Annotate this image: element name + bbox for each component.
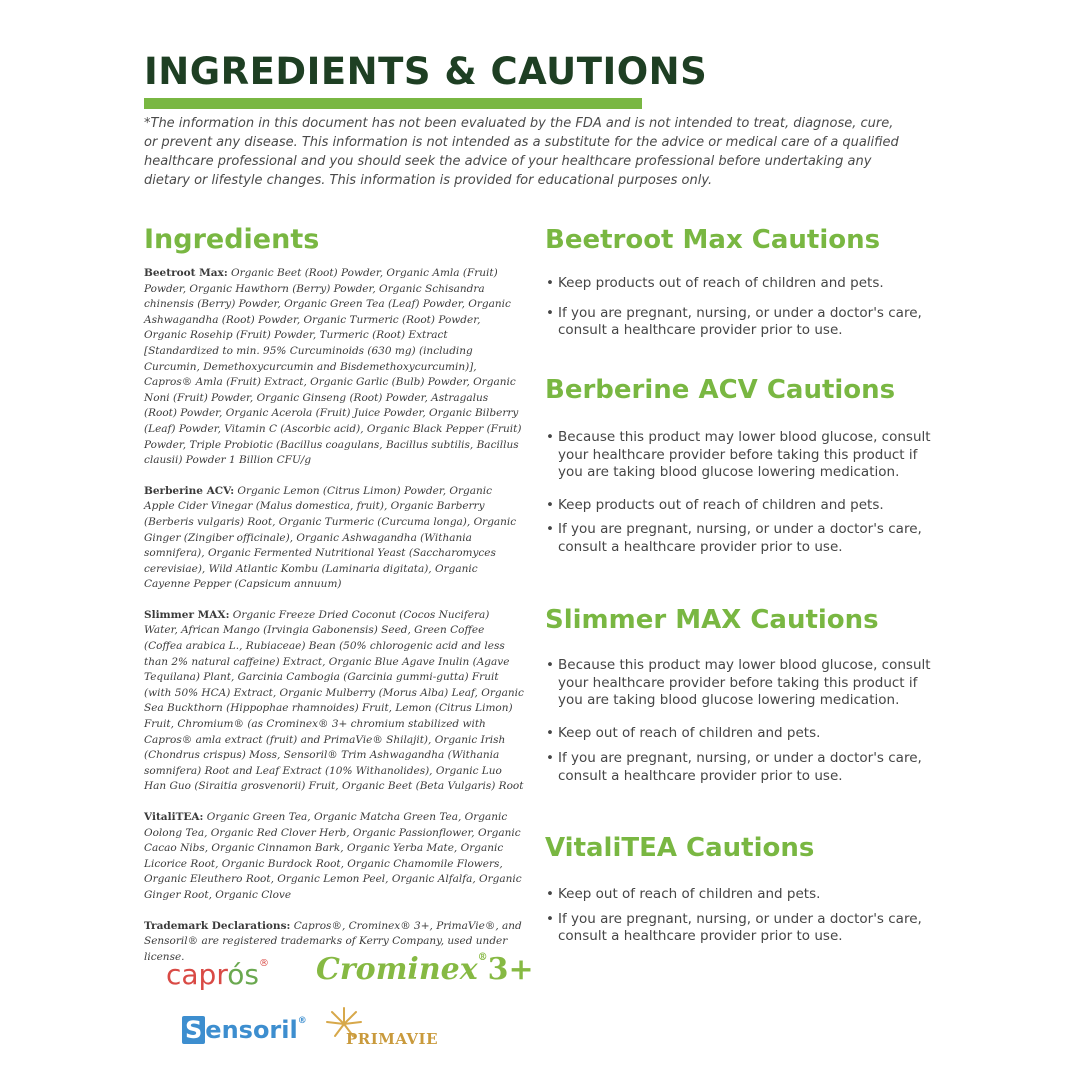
caution-section-slimmer-max (545, 602, 945, 785)
ingredient-name: Slimmer MAX: (144, 608, 230, 621)
caution-list (545, 275, 945, 340)
ingredient-text: Organic Freeze Dried Coconut (Cocos Nucifera) Water, African Mango (Irvingia Gabonensis) Seed, Green Coffee (Coffea arabica L., Rubiaceae) Bean (50% chlorogenic acid and less than 2% natural caffeine) Extract, Organic Blue Agave Inulin (Agave Tequilana) Plant, Garcinia Cambogia (Garcinia gummi-gutta) Fruit (with 50% HCA) Extract, Organic Mulberry (Morus Alba) Leaf, Organic Sea Buckthorn (Hippophae rhamnoides) Fruit, Lemon (Citrus Limon) Fruit, Chromium® (as Crominex® 3+ chromium stabilized with Capros® amla extract (fruit) and PrimaVie® Shilajit), Organic Irish (Chondrus crispus) Moss, Sensoril® Trim Ashwagandha (Withania somnifera) Root and Leaf Extract (10% Withanolides), Organic Luo Han Guo (Siraitia grosvenorii) Fruit, Organic Beet (Beta Vulgaris) Root (144, 608, 524, 793)
ingredient-entry-vitalitea (144, 810, 524, 904)
crominex-logo (316, 952, 534, 987)
ingredient-entry-beetroot-max (144, 266, 524, 469)
fda-disclaimer: *The information in this document has not been evaluated by the FDA and is not intended to treat, diagnose, cure, or prevent any disease. This information is not intended as a substitute for the advice or medical care of a qualified healthcare professional and you should seek the advice of your healthcare professional before undertaking any dietary or lifestyle changes. This information is provided for educational purposes only. (144, 116, 899, 188)
ingredients-heading: Ingredients (144, 224, 320, 255)
crominex-logo-text: Crominex (316, 952, 478, 987)
page-title: INGREDIENTS & CAUTIONS (144, 50, 708, 93)
sensoril-logo-initial: S (182, 1016, 205, 1044)
ingredient-text: Organic Lemon (Citrus Limon) Powder, Organic Apple Cider Vinegar (Malus domestica, fruit), Organic Barberry (Berberis vulgaris) Root, Organic Turmeric (Curcuma longa), Organic Ginger (Zingiber officinale), Organic Ashwagandha (Withania somnifera), Organic Fermented Nutritional Yeast (Saccharomyces cerevisiae), Wild Atlantic Kombu (Laminaria digitata), Organic Cayenne Pepper (Capsicum annuum) (144, 484, 517, 591)
caution-item: • Keep products out of reach of children and pets. (545, 497, 945, 515)
caution-item: • If you are pregnant, nursing, or under a doctor's care, consult a healthcare provider prior to use. (545, 911, 945, 946)
ingredient-entry-berberine-acv (144, 484, 524, 593)
caution-heading: Beetroot Max Cautions (545, 225, 881, 255)
capros-logo-text: capr (166, 958, 228, 991)
ingredient-name: Trademark Declarations: (144, 919, 291, 932)
caution-list (545, 886, 945, 946)
caution-item: • If you are pregnant, nursing, or under a doctor's care, consult a healthcare provider prior to use. (545, 521, 945, 556)
ingredient-name: Beetroot Max: (144, 267, 228, 279)
caution-heading: Slimmer MAX Cautions (545, 605, 879, 635)
caution-section-vitalitea (545, 830, 945, 946)
caution-item: • Keep products out of reach of children and pets. (545, 275, 945, 293)
trademark-logos (166, 950, 534, 1060)
sensoril-logo (182, 1016, 307, 1044)
caution-item: • Because this product may lower blood glucose, consult your healthcare provider before taking this product if you are taking blood glucose lowering medication. (545, 429, 945, 482)
crominex-logo-suffix: 3+ (487, 952, 534, 987)
capros-registered-mark: ® (258, 958, 269, 969)
caution-heading: Berberine ACV Cautions (545, 375, 896, 405)
ingredients-column (144, 222, 524, 965)
ingredient-text: Capros®, Crominex® 3+, PrimaVie®, and Sensoril® are registered trademarks of Kerry Company, used under license. (144, 919, 522, 963)
caution-item: • Because this product may lower blood glucose, consult your healthcare provider before taking this product if you are taking blood glucose lowering medication. (545, 657, 945, 710)
primavie-logo (318, 1006, 448, 1056)
caution-list (545, 429, 945, 556)
sensoril-registered-mark: ® (297, 1016, 307, 1026)
sensoril-logo-text: ensoril (205, 1016, 298, 1044)
ingredient-name: Berberine ACV: (144, 484, 235, 497)
ingredient-text: Organic Beet (Root) Powder, Organic Amla (Fruit) Powder, Organic Hawthorn (Berry) Powder, Organic Schisandra chinensis (Berry) Powder, Organic Green Tea (Leaf) Powder, Organic Ashwagandha (Root) Powder, Organic Turmeric (Root) Powder, Organic Rosehip (Fruit) Powder, Turmeric (Root) Extract [Standardized to min. 95% Curcuminoids (630 mg) (including Curcumin, Demethoxycurcumin and Bisdemethoxycurcumin)], Capros® Amla (Fruit) Extract, Organic Garlic (Bulb) Powder, Organic Noni (Fruit) Powder, Organic Ginseng (Root) Powder, Astragalus (Root) Powder, Organic Acerola (Fruit) Juice Powder, Organic Bilberry (Leaf) Powder, Vitamin C (Ascorbic acid), Organic Black Pepper (Fruit) Powder, Triple Probiotic (Bacillus coagulans, Bacillus subtilis, Bacillus clausii) Powder 1 Billion CFU/g (144, 267, 522, 467)
caution-list (545, 657, 945, 785)
title-underline-bar (144, 98, 642, 109)
ingredient-entry-slimmer-max (144, 608, 524, 795)
caution-section-beetroot-max (545, 222, 945, 340)
ingredient-name: VitaliTEA: (144, 811, 204, 823)
caution-heading: VitaliTEA Cautions (545, 833, 815, 863)
caution-item: • Keep out of reach of children and pets. (545, 886, 945, 904)
caution-item: • Keep out of reach of children and pets. (545, 725, 945, 743)
caution-item: • If you are pregnant, nursing, or under a doctor's care, consult a healthcare provider prior to use. (545, 305, 945, 340)
capros-logo (166, 958, 269, 991)
primavie-logo-text: PRIMAVIE (346, 1030, 439, 1048)
caution-item: • If you are pregnant, nursing, or under a doctor's care, consult a healthcare provider prior to use. (545, 750, 945, 785)
caution-section-berberine-acv (545, 372, 945, 556)
capros-logo-accent: ós (227, 958, 259, 991)
crominex-registered-mark: ® (477, 952, 488, 963)
ingredient-text: Organic Green Tea, Organic Matcha Green Tea, Organic Oolong Tea, Organic Red Clover Herb, Organic Passionflower, Organic Cacao Nibs, Organic Cinnamon Bark, Organic Yerba Mate, Organic Licorice Root, Organic Burdock Root, Organic Chamomile Flowers, Organic Eleuthero Root, Organic Lemon Peel, Organic Alfalfa, Organic Ginger Root, Organic Clove (144, 811, 522, 901)
